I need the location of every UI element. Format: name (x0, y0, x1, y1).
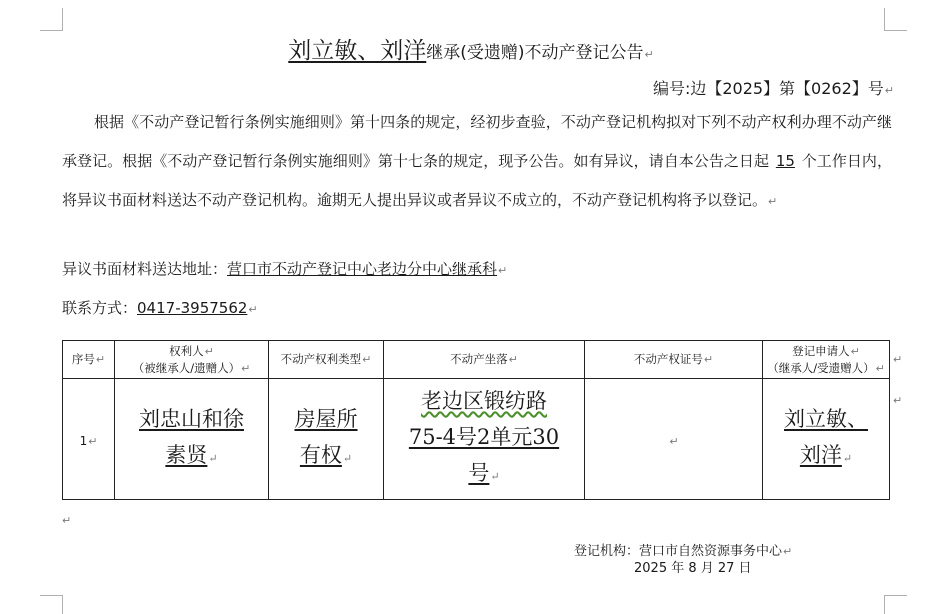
notice-title (0, 32, 942, 65)
title-names: 刘立敏、刘洋 (288, 38, 427, 64)
crop-mark-top-right (884, 8, 907, 31)
table-header-row (63, 341, 890, 379)
header-applicant: 登记申请人↵ （继承人/受遗赠人）↵ (763, 341, 890, 379)
cell-right-type: 房屋所 有权↵ (269, 379, 384, 500)
cell-applicant: 刘立敏、 刘洋↵ (763, 379, 890, 500)
crop-mark-bottom-right (884, 595, 907, 614)
cell-cert-number: ↵ (585, 379, 763, 500)
contact-phone: 0417-3957562 (137, 299, 248, 317)
registration-table (62, 340, 890, 500)
address-value: 营口市不动产登记中心老边分中心继承科 (227, 260, 498, 278)
body-text-part2: 个工作日内，将异议书面材料送达不动产登记机构。逾期无人提出异议或者异议不成立的，不动产登记机构将予以登记。 (62, 152, 892, 209)
header-holder: 权利人↵ （被继承人/遗赠人）↵ (115, 341, 269, 379)
paragraph-mark: ↵ (884, 84, 894, 97)
date-text: 2025 年 8 月 27 日 (634, 561, 752, 576)
paragraph-mark: ↵ (62, 514, 72, 527)
header-location: 不动产坐落↵ (384, 341, 585, 379)
paragraph-mark: ↵ (768, 195, 778, 208)
cell-holder: 刘忠山和徐 素贤↵ (115, 379, 269, 500)
document-number (653, 76, 894, 99)
notice-body (62, 103, 892, 221)
address-label: 异议书面材料送达地址： (62, 260, 228, 278)
crop-mark-top-left (40, 8, 63, 31)
document-number-text: 编号:边【2025】第【0262】号 (652, 79, 884, 98)
cell-seq: 1↵ (63, 379, 115, 500)
crop-mark-bottom-left (40, 595, 63, 614)
paragraph-mark: ↵ (893, 353, 903, 366)
authority-text: 登记机构：营口市自然资源事务中心 (574, 544, 783, 559)
objection-address (62, 258, 507, 279)
notice-date (634, 557, 752, 576)
header-cert-number: 不动产权证号↵ (585, 341, 763, 379)
header-seq: 序号↵ (63, 341, 115, 379)
body-text-part1: 根据《不动产登记暂行条例实施细则》第十四条的规定，经初步查验，不动产登记机构拟对下列不动产权利办理不动产继承登记。根据《不动产登记暂行条例实施细则》第十七条的规定，现予公告。如有异议，请自本公告之日起 (62, 113, 892, 170)
cell-location: 老边区锻纺路 75-4号2单元30 号↵ (384, 379, 585, 500)
paragraph-mark: ↵ (893, 394, 903, 407)
paragraph-mark: ↵ (498, 264, 508, 277)
objection-period-days: 15 (775, 152, 795, 170)
paragraph-mark: ↵ (644, 48, 654, 61)
title-rest: 继承(受遗赠)不动产登记公告 (426, 43, 644, 63)
table-row (63, 379, 890, 500)
contact-label: 联系方式： (62, 299, 138, 317)
paragraph-mark: ↵ (783, 545, 793, 558)
contact-info (62, 297, 258, 318)
header-right-type: 不动产权利类型↵ (269, 341, 384, 379)
paragraph-mark: ↵ (248, 303, 258, 316)
